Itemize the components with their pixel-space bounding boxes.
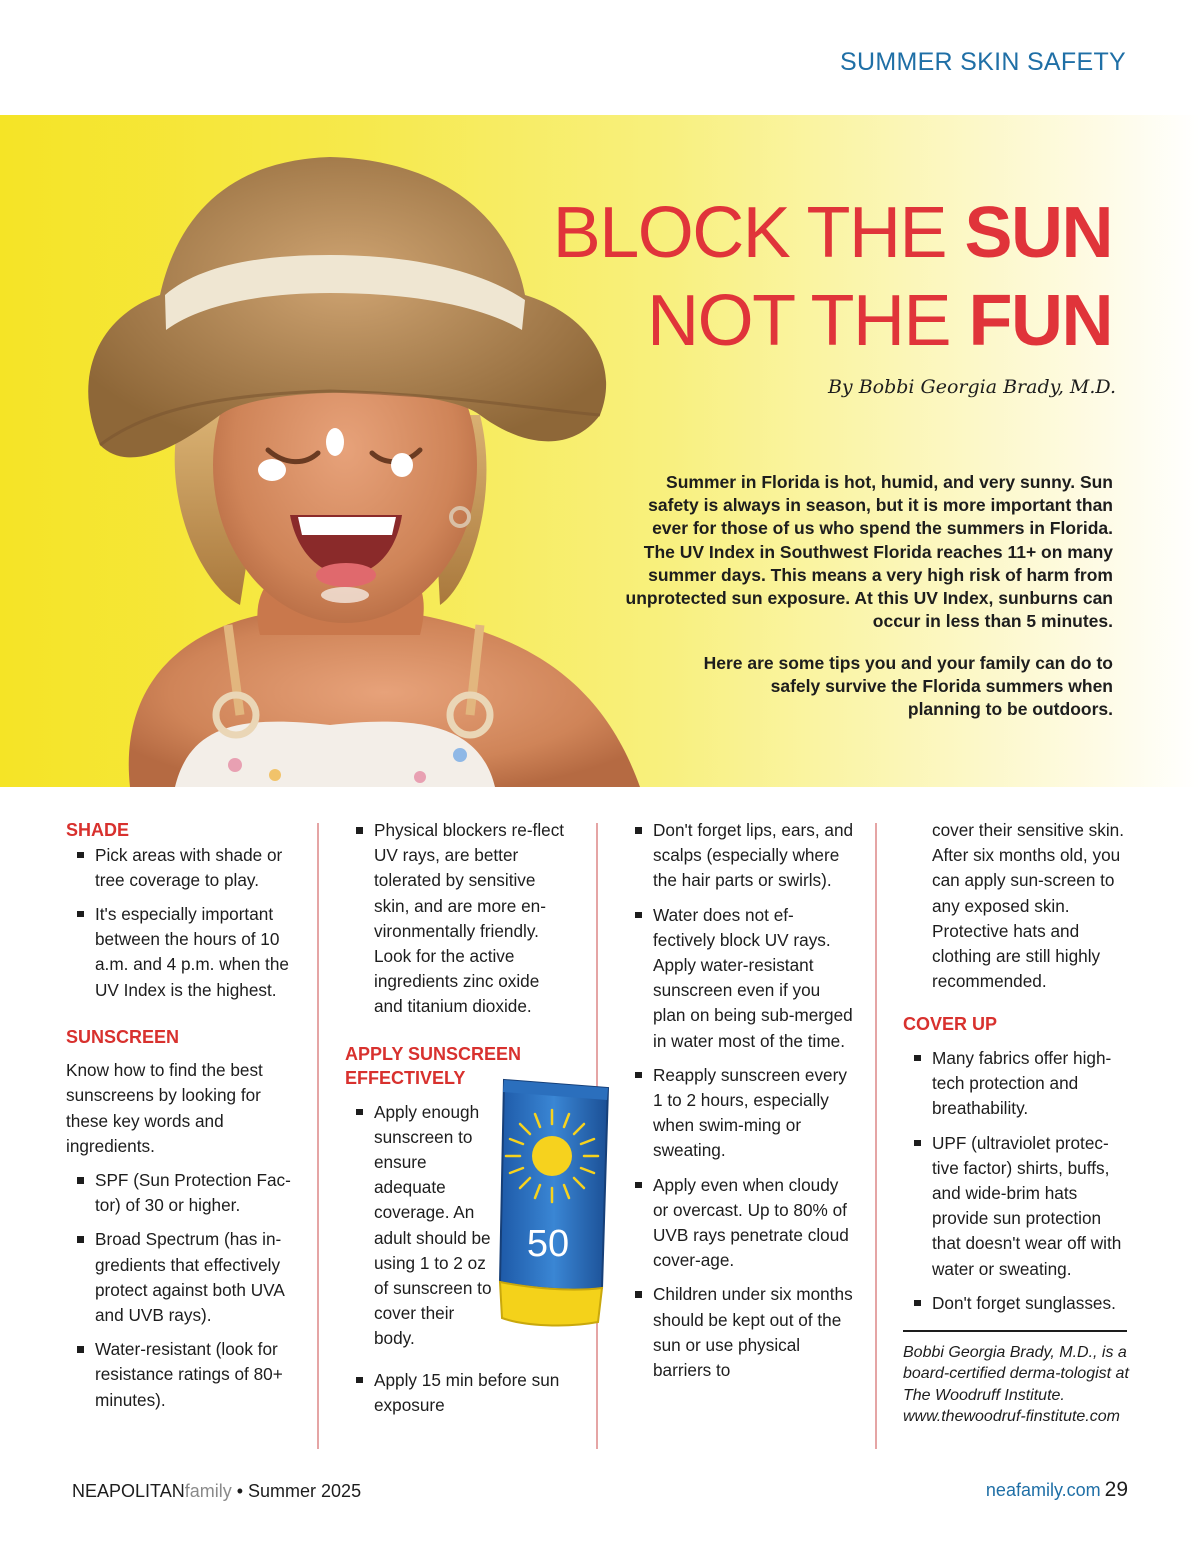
list-item: Many fabrics offer high-tech protection and breathability.	[903, 1046, 1131, 1122]
sun-icon	[506, 1110, 598, 1202]
sunscreen-tube-illustration	[490, 1070, 618, 1330]
article-column-1	[66, 818, 302, 1422]
spf-label: 50	[526, 1223, 570, 1265]
column-divider	[875, 823, 877, 1449]
footer-page-info	[986, 1478, 1128, 1502]
footer-issue: • Summer 2025	[231, 1481, 362, 1501]
intro-tips-paragraph: Here are some tips you and your family can do to safely survive the Florida summers when planning to be outdoors.	[703, 653, 1113, 720]
list-item: Water does not ef-fectively block UV rays. Apply water-resistant sunscreen even if you plan on being sub-merged in water most of the time.	[624, 903, 854, 1054]
list-item: Broad Spectrum (has in-gredients that effectively protect against both UVA and UVB rays).	[66, 1227, 302, 1328]
list-item: Water-resistant (look for resistance ratings of 80+ minutes).	[66, 1337, 302, 1413]
byline: By Bobbi Georgia Brady, M.D.	[827, 376, 1116, 398]
list-item: Don't forget lips, ears, and scalps (especially where the hair parts or swirls).	[624, 818, 854, 894]
section-label: SUMMER SKIN SAFETY	[840, 48, 1126, 76]
footer-website-link[interactable]: neafamily.com	[985, 1480, 1101, 1500]
list-item: Pick areas with shade or tree coverage to play.	[66, 843, 302, 893]
author-bio: Bobbi Georgia Brady, M.D., is a board-certified derma-tologist at The Woodruff Institute. www.thewoodruf-finstitute.com	[903, 1343, 1129, 1425]
footer-brand: NEAPOLITAN	[72, 1481, 185, 1501]
page-number: 29	[1104, 1478, 1128, 1501]
column-divider	[317, 823, 319, 1449]
shade-heading: SHADE	[66, 820, 130, 840]
article-column-4	[903, 818, 1131, 1427]
bio-divider	[903, 1330, 1127, 1332]
list-item-continued: cover their sensitive skin. After six months old, you can apply sun-screen to any exposed skin. Protective hats and clothing are still highly recommended.	[932, 820, 1124, 992]
list-item: SPF (Sun Protection Fac-tor) of 30 or higher.	[66, 1168, 302, 1218]
footer-publication	[72, 1481, 361, 1502]
sunscreen-list-continued	[345, 818, 570, 1020]
apply-list-continued	[624, 818, 854, 1383]
sunscreen-heading: SUNSCREEN	[66, 1026, 180, 1047]
list-item: Physical blockers re-flect UV rays, are better tolerated by sensitive skin, and are more en-vironmentally friendly. Look for the active ingredients zinc oxide and titanium dioxide.	[345, 818, 570, 1020]
list-item: Children under six months should be kept out of the sun or use physical barriers to	[624, 1282, 854, 1383]
intro-paragraph: Summer in Florida is hot, humid, and very sunny. Sun safety is always in season, but it is more important than ever for those of us who spend the summers in Florida. The UV Index in Southwest Florida reaches 11+ on many summer days. This means a very high risk of harm from unprotected sun exposure. At this UV Index, sunburns can occur in less than 5 minutes.	[625, 472, 1113, 632]
list-item: UPF (ultraviolet protec-tive factor) shirts, buffs, and wide-brim hats provide sun protection that doesn't wear off with water or sweating.	[903, 1131, 1131, 1282]
list-item: Apply enough sunscreen to ensure adequate coverage. An adult should be using 1 to 2 oz of sunscreen to cover their body.	[345, 1100, 495, 1352]
footer-brand-suffix: family	[184, 1481, 232, 1501]
sunscreen-list	[66, 1168, 302, 1413]
list-item: Apply 15 min before sun exposure	[345, 1368, 570, 1418]
cover-up-list	[903, 1046, 1131, 1316]
list-item: It's especially important between the hours of 10 a.m. and 4 p.m. when the UV Index is the highest.	[66, 902, 302, 1003]
list-item: Apply even when cloudy or overcast. Up to 80% of UVB rays penetrate cloud cover-age.	[624, 1173, 854, 1274]
list-item: Don't forget sunglasses.	[903, 1291, 1131, 1316]
sunscreen-intro: Know how to find the best sunscreens by looking for these key words and ingredients.	[66, 1060, 263, 1156]
apply-sunscreen-heading: APPLY SUNSCREEN EFFECTIVELY	[345, 1043, 522, 1089]
cover-up-heading: COVER UP	[903, 1014, 998, 1035]
hero-banner	[0, 115, 1200, 787]
list-item: Reapply sunscreen every 1 to 2 hours, especially when swim-ming or sweating.	[624, 1063, 854, 1164]
headline: BLOCK THE SUN NOT THE FUN	[552, 193, 1112, 361]
article-column-3	[624, 818, 854, 1383]
shade-list	[66, 843, 302, 1003]
